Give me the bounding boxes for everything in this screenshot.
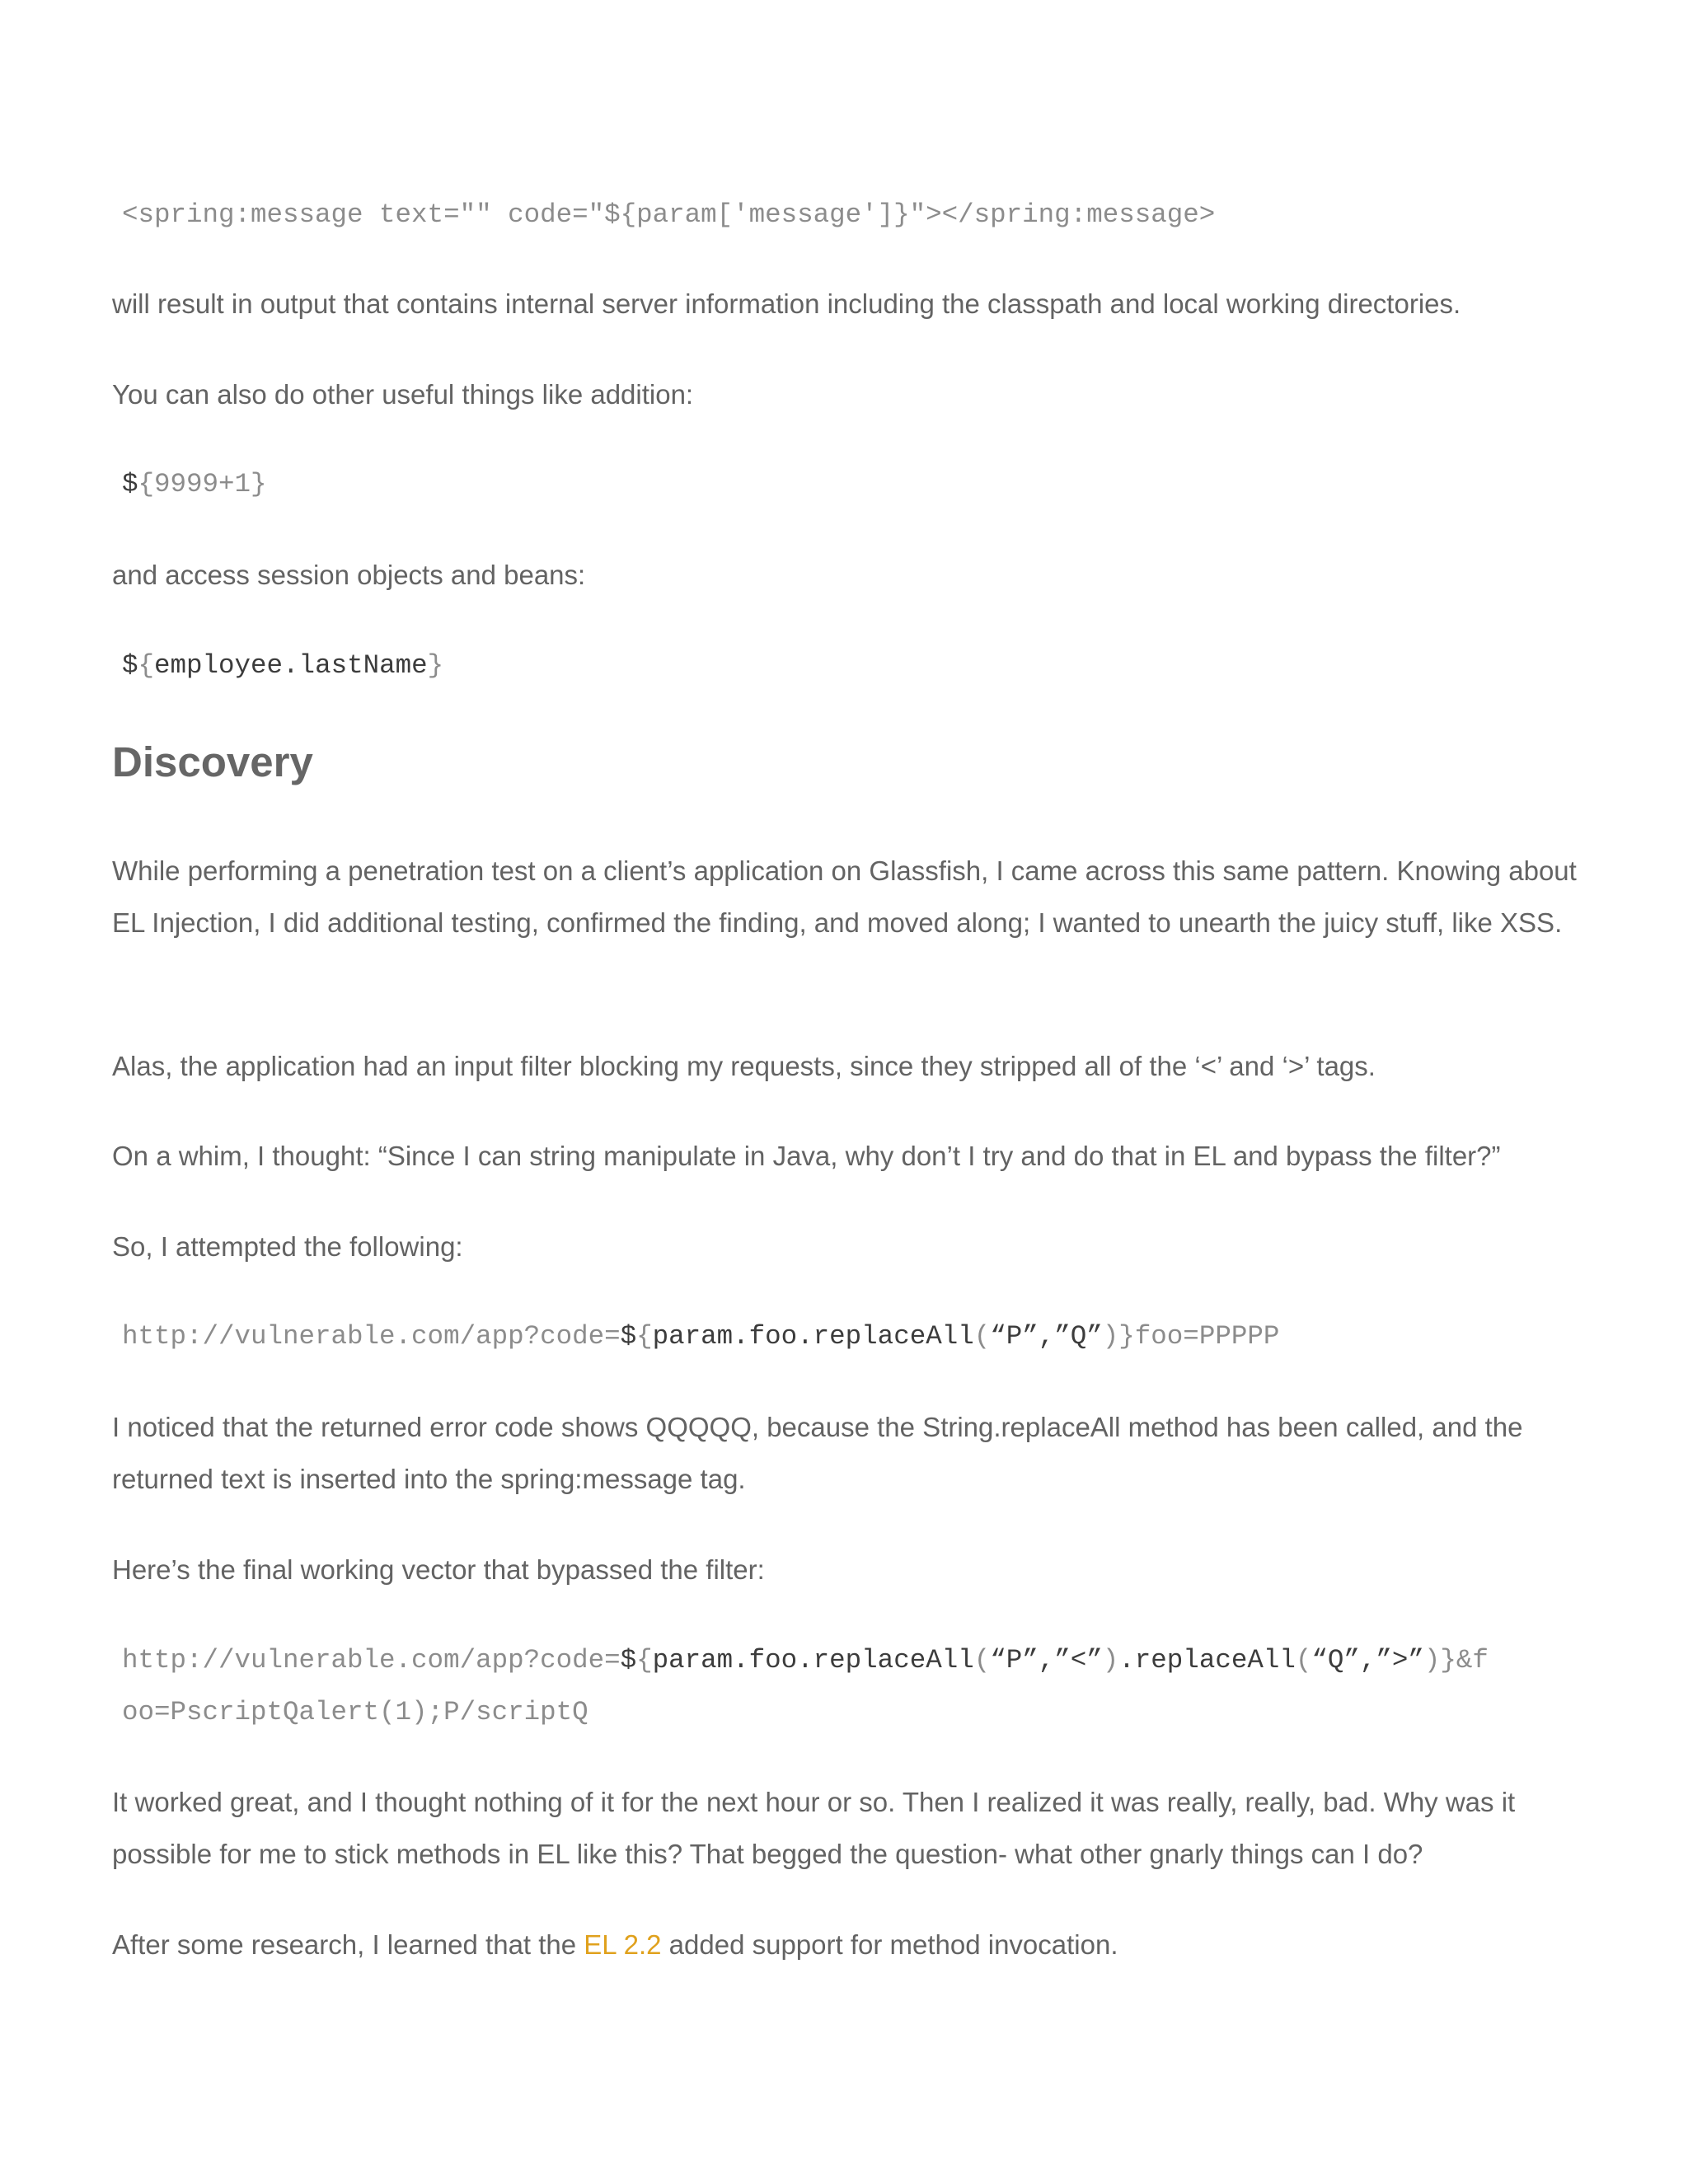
code-expression: {9999+1}: [138, 469, 267, 499]
code-brace-open: {: [636, 1645, 653, 1675]
paragraph-input-filter: Alas, the application had an input filter blocking my requests, since they stripped all of the ‘<’ and ‘>’ tags.: [112, 1051, 1376, 1081]
code-url: http://vulnerable.com/app?code=: [122, 1645, 621, 1675]
paragraph-on-a-whim: On a whim, I thought: “Since I can string manipulate in Java, why don’t I try and do that in EL and bypass the filter?”: [112, 1141, 1501, 1171]
paragraph-worked-great: It worked great, and I thought nothing of it for the next hour or so. Then I realized it was really, really, bad. Why was it possible for me to stick methods in EL like this? That begged the question- what other gnarly things can I do?: [112, 1787, 1516, 1869]
paragraph-final-vector: Here’s the final working vector that bypassed the filter:: [112, 1554, 765, 1585]
code-brace-open: {: [636, 1321, 653, 1352]
code-method-1: param.foo.replaceAll: [652, 1645, 974, 1675]
code-arg-1: “P”: [990, 1321, 1039, 1352]
code-comma: ,: [1359, 1645, 1376, 1675]
code-method-2: .replaceAll: [1118, 1645, 1296, 1675]
code-expression: employee.lastName: [154, 650, 428, 681]
code-spring-message: [122, 189, 1215, 241]
code-final-vector: [122, 1634, 1489, 1738]
code-paren-close: ): [1102, 1645, 1119, 1675]
section-heading-discovery: Discovery: [112, 738, 313, 785]
paragraph-research: [112, 1919, 1579, 1971]
code-dollar: $: [620, 1645, 637, 1675]
code-employee-lastname: [122, 640, 443, 691]
paragraph-addition: You can also do other useful things like addition:: [112, 379, 694, 410]
paragraph-session-objects: and access session objects and beans:: [112, 560, 586, 590]
paragraph-attempted: So, I attempted the following:: [112, 1231, 463, 1262]
paragraph-output-info: will result in output that contains internal server information including the classpath and local working directories.: [112, 288, 1461, 319]
code-addition: [122, 458, 267, 510]
code-brace-open: {: [138, 650, 155, 681]
text-before-link: After some research, I learned that the: [112, 1929, 584, 1960]
code-tail: }foo=PPPPP: [1118, 1321, 1280, 1352]
paragraph-penetration-test: While performing a penetration test on a client’s application on Glassfish, I came across this same pattern. Knowing about EL Injection, I did additional testing, confirmed the finding, and moved along; I wanted to unearth the juicy stuff, like XSS.: [112, 855, 1577, 938]
code-tail: }&f: [1440, 1645, 1489, 1675]
code-method: param.foo.replaceAll: [652, 1321, 974, 1352]
code-comma: ,: [1038, 1645, 1055, 1675]
text-after-link: added support for method invocation.: [661, 1929, 1118, 1960]
code-dollar: $: [620, 1321, 637, 1352]
code-arg-1: “P”: [990, 1645, 1039, 1675]
code-dollar: $: [122, 469, 138, 499]
code-paren-close: ): [1423, 1645, 1441, 1675]
code-comma: ,: [1038, 1321, 1055, 1352]
code-brace-close: }: [427, 650, 444, 681]
code-replaceall-test: [122, 1310, 1279, 1362]
code-arg-4: ”>”: [1376, 1645, 1424, 1675]
code-paren-close: ): [1102, 1321, 1119, 1352]
code-paren-open: (: [1295, 1645, 1312, 1675]
code-arg-2: ”Q”: [1054, 1321, 1103, 1352]
code-text: <spring:message text="" code="${param['message']}"></spring:message>: [122, 199, 1216, 230]
code-arg-3: “Q”: [1311, 1645, 1360, 1675]
code-line-2: oo=PscriptQalert(1);P/scriptQ: [122, 1697, 588, 1727]
code-arg-2: ”<”: [1054, 1645, 1103, 1675]
paragraph-noticed: I noticed that the returned error code shows QQQQQ, because the String.replaceAll method has been called, and the returned text is inserted into the spring:message tag.: [112, 1412, 1523, 1494]
code-url: http://vulnerable.com/app?code=: [122, 1321, 621, 1352]
code-paren-open: (: [973, 1645, 991, 1675]
code-paren-open: (: [973, 1321, 991, 1352]
el-2-2-link[interactable]: EL 2.2: [584, 1929, 662, 1960]
code-dollar: $: [122, 650, 138, 681]
